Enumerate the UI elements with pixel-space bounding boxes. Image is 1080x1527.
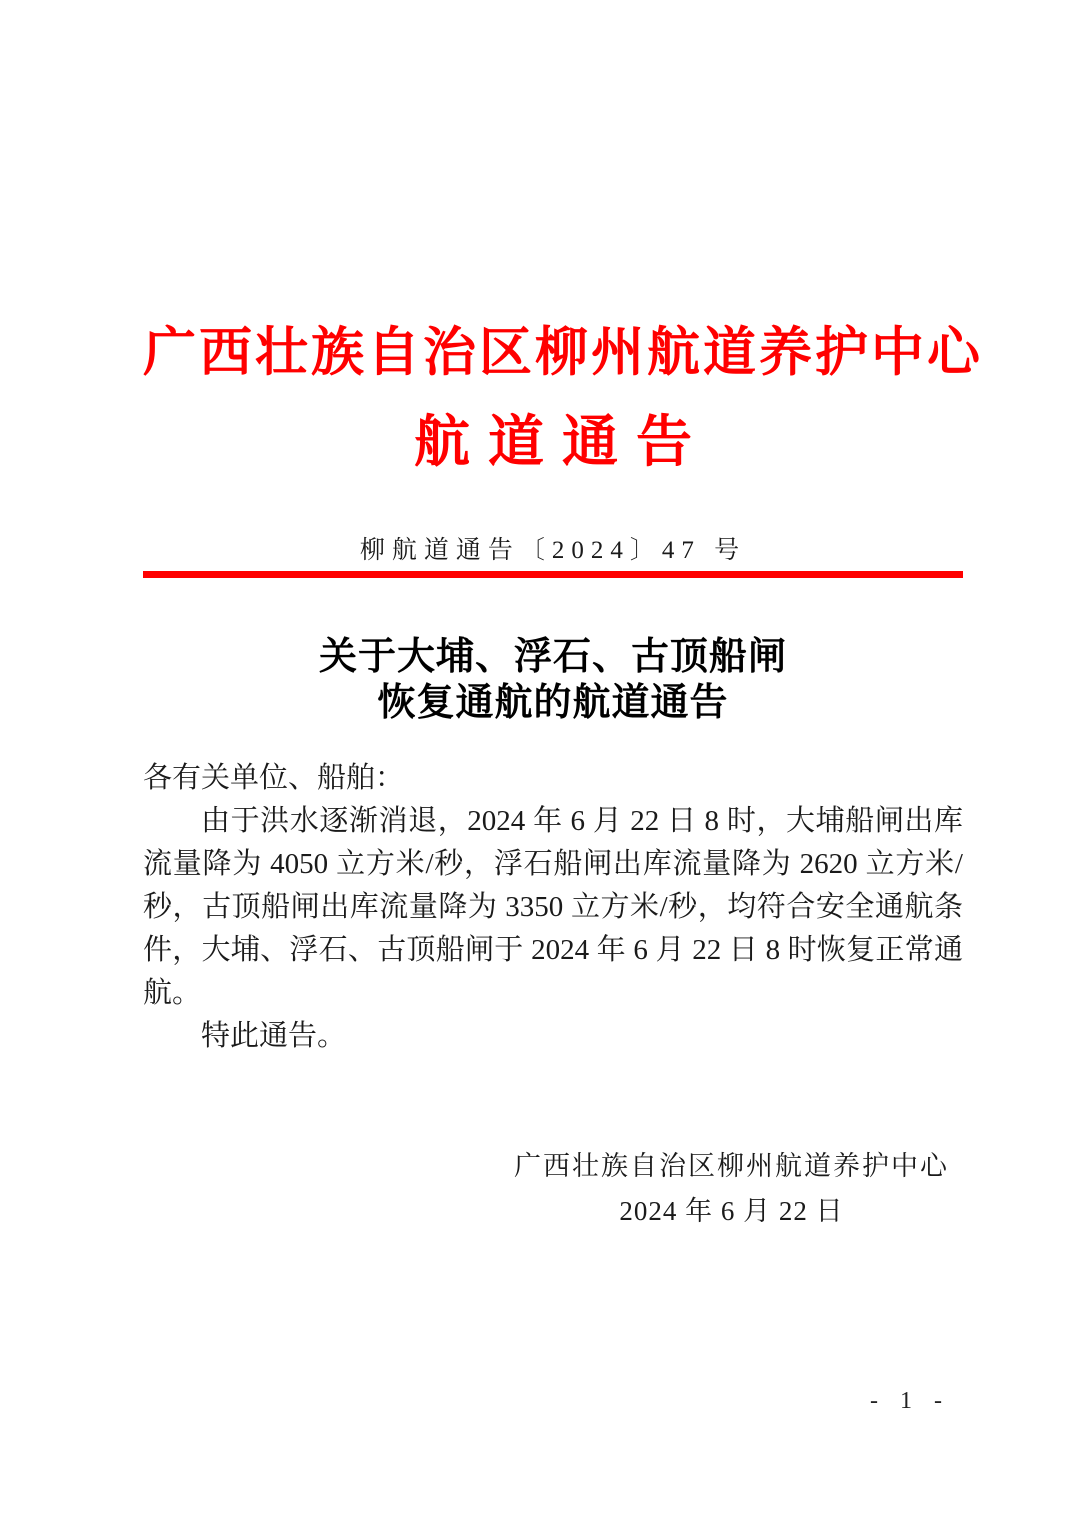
letterhead-doc-type-title: 航道通告 xyxy=(414,412,710,474)
closing-paragraph: 特此通告。 xyxy=(201,1020,347,1052)
doc-number: 柳航道通告〔2024〕47 号 xyxy=(359,537,747,564)
subject-title-line2: 恢复通航的航道通告 xyxy=(377,682,729,724)
signature-inner xyxy=(514,1144,949,1234)
letterhead xyxy=(143,0,983,475)
letterhead-org-title: 广西壮族自治区柳州航道养护中心 xyxy=(143,324,983,382)
page-number: - 1 - xyxy=(870,1388,950,1414)
red-divider-rule xyxy=(143,571,963,578)
signature-date: 2024 年 6 月 22 日 xyxy=(619,1196,844,1226)
signature-org: 广西壮族自治区柳州航道养护中心 xyxy=(514,1151,949,1181)
signature-block xyxy=(143,1144,963,1234)
subject-title xyxy=(143,634,963,726)
body-text xyxy=(143,757,963,1058)
subject-title-line1: 关于大埔、浮石、古顶船闸 xyxy=(318,636,787,678)
body-paragraph: 由于洪水逐渐消退，2024 年 6 月 22 日 8 时，大埔船闸出库流量降为 4050 立方米/秒，浮石船闸出库流量降为 2620 立方米/秒，古顶船闸出库流量降为 3350 立方米/秒，均符合安全通航条件，大埔、浮石、古顶船闸于 2024 年 6 月 22 日 8 时恢复正常通航。 xyxy=(143,805,963,1009)
salutation: 各有关单位、船舶： xyxy=(143,762,405,794)
